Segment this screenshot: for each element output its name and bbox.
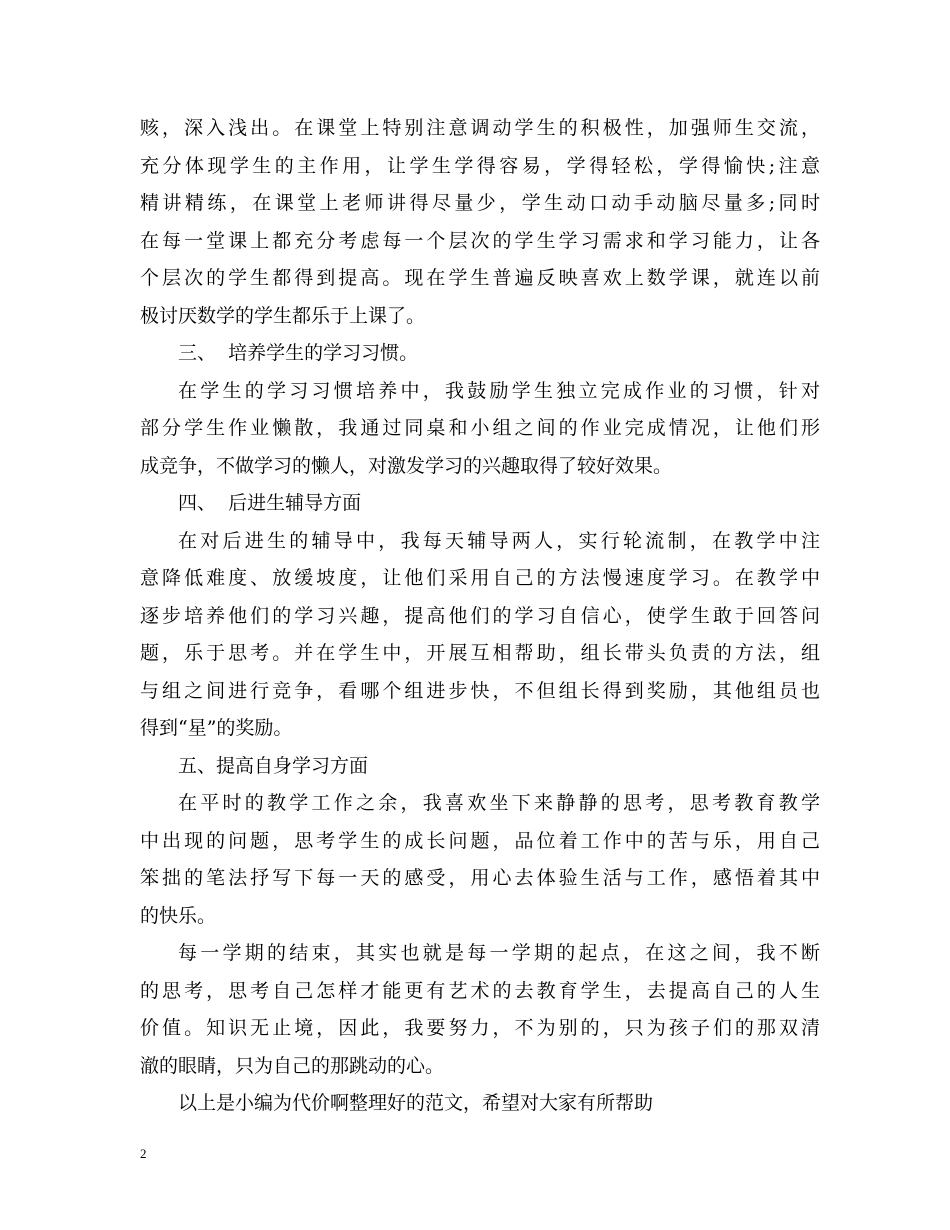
text-line: 在对后进生的辅导中，我每天辅导两人，实行轮流制，在教学中注: [178, 529, 820, 552]
text-line: 的思考，思考自己怎样才能更有艺术的去教育学生，去提高自己的人生: [140, 979, 820, 1002]
paragraph-reflection: [140, 935, 820, 1085]
document-body: [140, 110, 820, 1123]
text-line: 中出现的问题，思考学生的成长问题，品位着工作中的苦与乐，用自己: [140, 829, 820, 852]
text-line: 成竞争，不做学习的懒人，对激发学习的兴趣取得了较好效果。: [140, 454, 673, 477]
text-line: 部分学生作业懒散，我通过同桌和小组之间的作业完成情况，让他们形: [140, 417, 820, 439]
text-line: 得到“星”的奖励。: [140, 717, 293, 739]
text-line: 精讲精练，在课堂上老师讲得尽量少，学生动口动手动脑尽量多;同时: [140, 192, 820, 214]
text-line: 充分体现学生的主作用，让学生学得容易，学得轻松，学得愉快;注意: [140, 154, 820, 177]
page-number: 2: [140, 1146, 147, 1161]
paragraph-teaching-method: [140, 110, 820, 335]
text-line: 笨拙的笔法抒写下每一天的感受，用心去体验生活与工作，感悟着其中: [140, 867, 820, 889]
text-line: 澈的眼睛，只为自己的那跳动的心。: [140, 1054, 445, 1077]
text-line: 在平时的教学工作之余，我喜欢坐下来静静的思考，思考教育教学: [178, 792, 820, 814]
text-line: 与组之间进行竞争，看哪个组进步快，不但组长得到奖励，其他组员也: [140, 679, 820, 702]
section-heading-self-study: 五、提高自身学习方面: [178, 754, 369, 777]
text-line: 赅，深入浅出。在课堂上特别注意调动学生的积极性，加强师生交流，: [140, 117, 820, 139]
text-line: 意降低难度、放缓坡度，让他们采用自己的方法慢速度学习。在教学中: [140, 567, 820, 589]
closing-line: 以上是小编为代价啊整理好的范文，希望对大家有所帮助: [178, 1092, 654, 1114]
text-line: 在学生的学习习惯培养中，我鼓励学生独立完成作业的习惯，针对: [178, 379, 820, 402]
text-line: 个层次的学生都得到提高。现在学生普遍反映喜欢上数学课，就连以前: [140, 267, 820, 289]
text-line: 每一学期的结束，其实也就是每一学期的起点，在这之间，我不断: [178, 942, 820, 964]
text-line: 逐步培养他们的学习兴趣，提高他们的学习自信心，使学生敢于回答问: [140, 604, 820, 627]
section-heading-tutoring: 四、 后进生辅导方面: [178, 492, 362, 514]
paragraph-study-habits: [140, 373, 820, 486]
text-line: 题，乐于思考。并在学生中，开展互相帮助，组长带头负责的方法，组: [140, 642, 820, 664]
section-heading-study-habits: 三、 培养学生的学习习惯。: [178, 342, 419, 364]
text-line: 价值。知识无止境，因此，我要努力，不为别的，只为孩子们的那双清: [140, 1017, 820, 1039]
text-line: 的快乐。: [140, 904, 217, 927]
text-line: 极讨厌数学的学生都乐于上课了。: [140, 304, 426, 327]
text-line: 在每一堂课上都充分考虑每一个层次的学生学习需求和学习能力，让各: [140, 229, 820, 252]
paragraph-tutoring: [140, 523, 820, 748]
paragraph-self-study: [140, 785, 820, 935]
